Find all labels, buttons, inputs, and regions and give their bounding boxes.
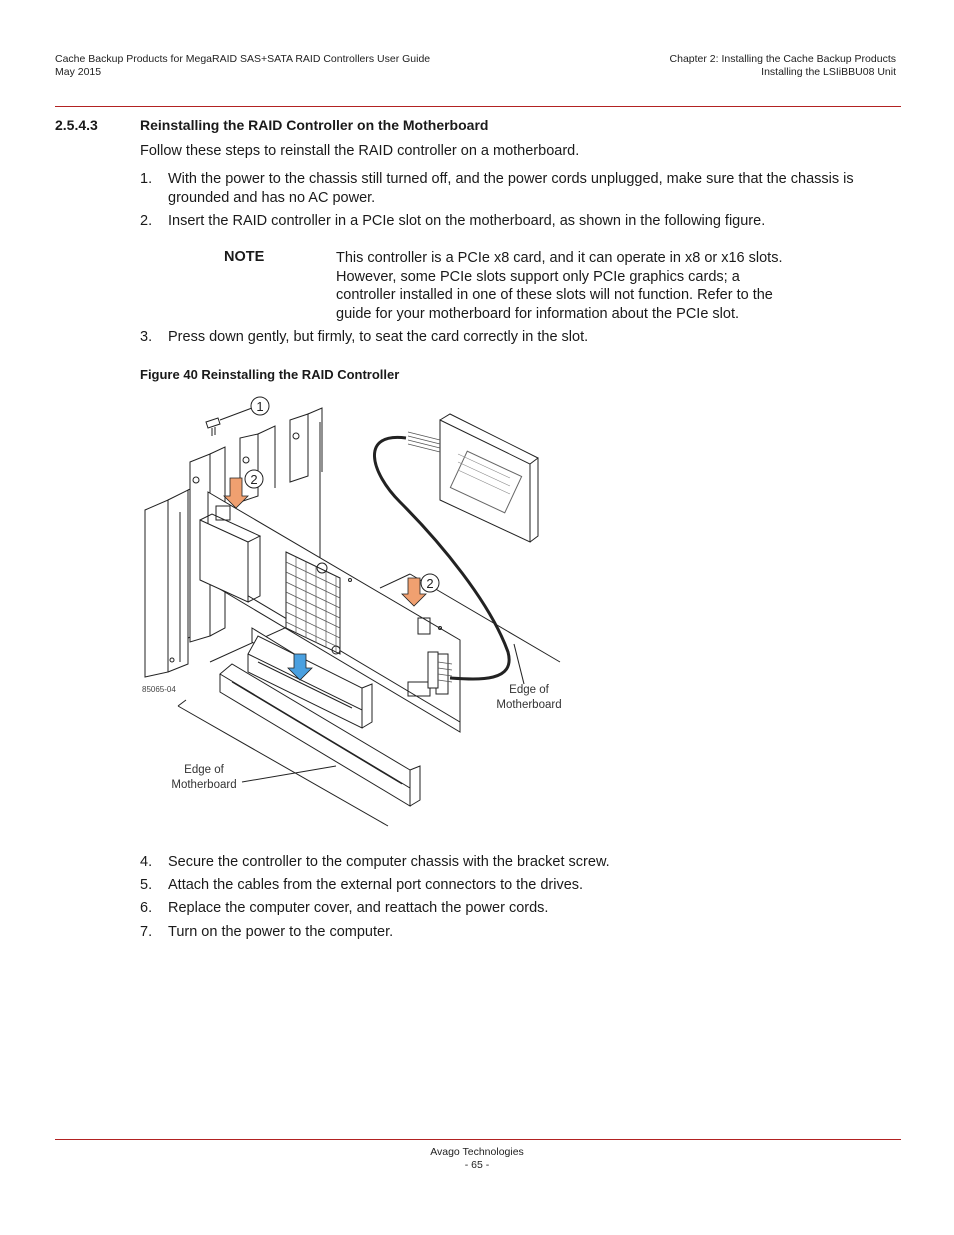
note-label: NOTE <box>224 249 265 265</box>
step-number: 6. <box>140 900 153 916</box>
section-title-header: Installing the LSIiBBU08 Unit <box>761 66 896 78</box>
step-text: Attach the cables from the external port connectors to the drives. <box>168 877 584 893</box>
step-number: 7. <box>140 924 153 940</box>
step-number: 3. <box>140 329 153 345</box>
running-header-right <box>670 53 896 79</box>
callout-2a <box>245 470 263 488</box>
doc-date: May 2015 <box>55 66 102 78</box>
intro-paragraph: Follow these steps to reinstall the RAID controller on a motherboard. <box>140 143 580 159</box>
running-header-left <box>55 53 430 79</box>
raid-controller-illustration <box>140 392 580 832</box>
step-3 <box>140 328 870 347</box>
step-text: Press down gently, but firmly, to seat the card correctly in the slot. <box>168 329 589 345</box>
page-footer <box>0 1146 954 1172</box>
page-number: - 65 - <box>464 1159 490 1171</box>
step-text: Turn on the power to the computer. <box>168 924 394 940</box>
section-number: 2.5.4.3 <box>55 117 98 133</box>
step-4 <box>140 853 870 872</box>
header-divider <box>55 106 901 107</box>
step-text: Secure the controller to the computer chassis with the bracket screw. <box>168 854 610 870</box>
step-7 <box>140 923 870 942</box>
part-number: 85065-04 <box>142 685 176 694</box>
step-number: 4. <box>140 854 153 870</box>
edge-label-left-1: Edge of <box>184 764 224 776</box>
callout-2b-label: 2 <box>426 576 434 591</box>
step-1 <box>140 170 870 207</box>
step-5 <box>140 876 870 895</box>
note-text: This controller is a PCIe x8 card, and it can operate in x8 or x16 slots. However, some PCIe slots support only PCIe graphics cards; a controller installed in one of these slots will not function. Refer to the guide for your motherboard for information about the PCIe slot. <box>336 250 783 322</box>
step-text: With the power to the chassis still turned off, and the power cords unplugged, make sure that the chassis is grounded and has no AC power. <box>168 171 854 206</box>
callout-1 <box>251 397 269 415</box>
chapter-title: Chapter 2: Installing the Cache Backup Products <box>669 53 896 65</box>
footer-divider <box>55 1139 901 1140</box>
callout-1-label: 1 <box>256 399 264 414</box>
edge-label-right-2: Motherboard <box>496 699 562 711</box>
callout-2a-label: 2 <box>250 472 258 487</box>
step-text: Insert the RAID controller in a PCIe slot on the motherboard, as shown in the following figure. <box>168 213 766 229</box>
figure-caption: Figure 40 Reinstalling the RAID Controller <box>140 367 400 382</box>
step-number: 5. <box>140 877 153 893</box>
edge-label-left-2: Motherboard <box>171 779 237 791</box>
doc-title: Cache Backup Products for MegaRAID SAS+SATA RAID Controllers User Guide <box>55 53 431 65</box>
step-2 <box>140 212 870 231</box>
company-name: Avago Technologies <box>430 1146 524 1158</box>
step-number: 2. <box>140 213 153 229</box>
edge-label-right-1: Edge of <box>509 684 549 696</box>
section-heading: Reinstalling the RAID Controller on the Motherboard <box>140 117 489 133</box>
step-6 <box>140 899 870 918</box>
step-number: 1. <box>140 171 153 187</box>
step-text: Replace the computer cover, and reattach the power cords. <box>168 900 549 916</box>
callout-2b <box>421 574 439 592</box>
